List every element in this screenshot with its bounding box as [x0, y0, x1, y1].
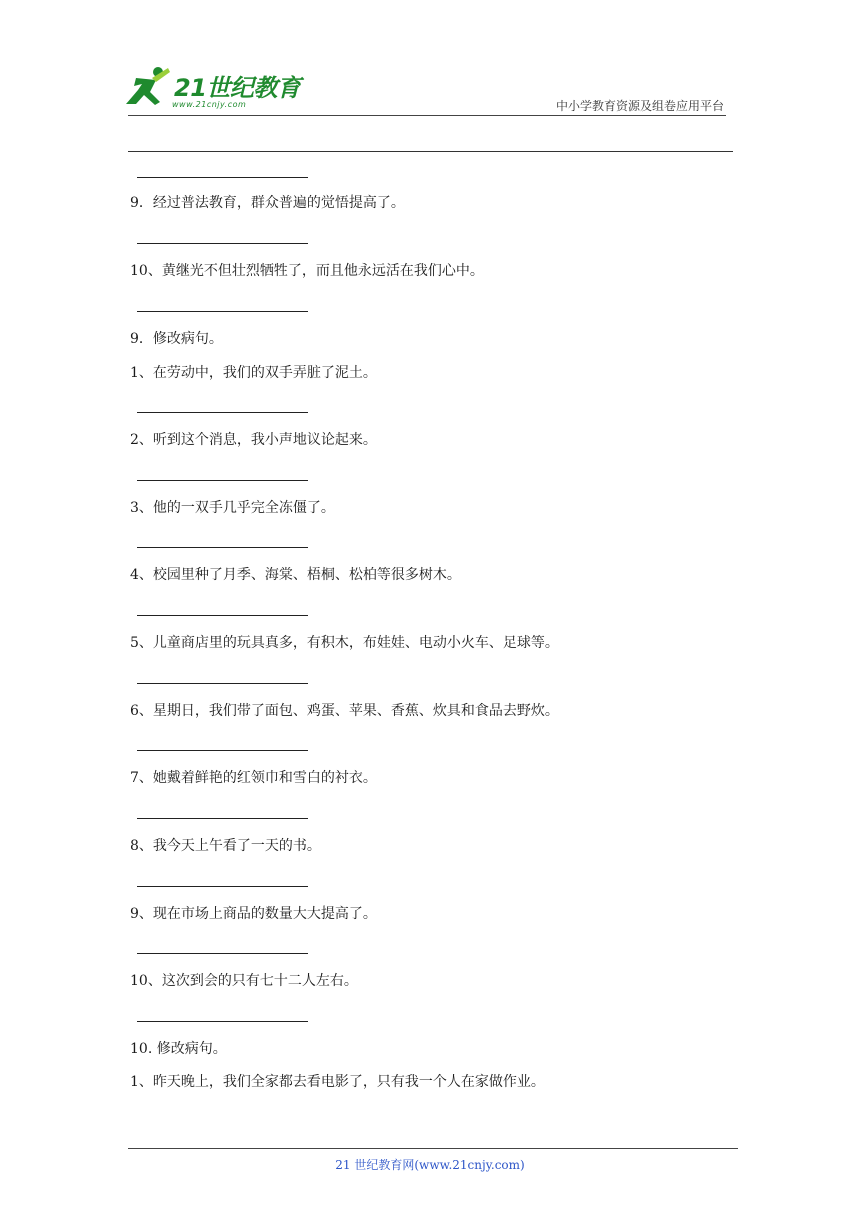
question-line: 3、他的一双手几乎完全冻僵了。 — [130, 500, 335, 516]
section-heading: 10. 修改病句。 — [130, 1041, 227, 1057]
answer-blank — [137, 480, 308, 481]
footer-link[interactable]: 21 世纪教育网(www.21cnjy.com) — [335, 1158, 525, 1172]
question-line: 9、现在市场上商品的数量大大提高了。 — [130, 906, 377, 922]
logo-url: www.21cnjy.com — [172, 100, 247, 109]
answer-blank — [137, 177, 308, 178]
answer-blank — [137, 750, 308, 751]
question-line: 2、听到这个消息，我小声地议论起来。 — [130, 432, 377, 448]
logo — [122, 64, 302, 114]
top-rule — [128, 151, 733, 152]
answer-blank — [137, 547, 308, 548]
question-line: 5、儿童商店里的玩具真多，有积木，布娃娃、电动小火车、足球等。 — [130, 635, 559, 651]
answer-blank — [137, 1021, 308, 1022]
question-line: 7、她戴着鲜艳的红领巾和雪白的衬衣。 — [130, 770, 377, 786]
answer-blank — [137, 683, 308, 684]
logo-text: 21世纪教育 — [174, 74, 301, 102]
question-line: 10、这次到会的只有七十二人左右。 — [130, 973, 358, 989]
answer-blank — [137, 311, 308, 312]
answer-blank — [137, 886, 308, 887]
footer-divider — [128, 1148, 738, 1149]
question-line: 10、黄继光不但壮烈牺牲了，而且他永远活在我们心中。 — [130, 263, 484, 279]
answer-blank — [137, 615, 308, 616]
question-line: 8、我今天上午看了一天的书。 — [130, 838, 321, 854]
question-line: 1、在劳动中，我们的双手弄脏了泥土。 — [130, 365, 377, 381]
runner-logo-icon — [122, 64, 174, 110]
question-line: 6、星期日，我们带了面包、鸡蛋、苹果、香蕉、炊具和食品去野炊。 — [130, 703, 559, 719]
header-divider — [128, 115, 726, 116]
question-line: 4、校园里种了月季、海棠、梧桐、松柏等很多树木。 — [130, 567, 461, 583]
answer-blank — [137, 412, 308, 413]
question-line: 9．经过普法教育，群众普遍的觉悟提高了。 — [130, 195, 405, 211]
answer-blank — [137, 818, 308, 819]
answer-blank — [137, 243, 308, 244]
answer-blank — [137, 953, 308, 954]
platform-name: 中小学教育资源及组卷应用平台 — [555, 99, 724, 113]
section-heading: 9．修改病句。 — [130, 331, 223, 347]
page-header — [0, 0, 860, 120]
question-line: 1、昨天晚上，我们全家都去看电影了，只有我一个人在家做作业。 — [130, 1074, 545, 1090]
